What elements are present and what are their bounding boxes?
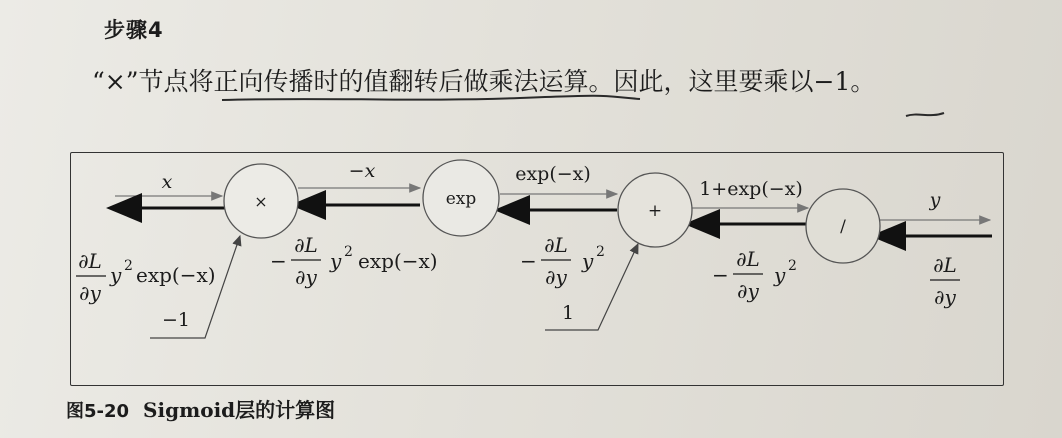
svg-text:∂y: ∂y <box>295 265 317 289</box>
add-node <box>618 173 692 247</box>
svg-text:exp(−x): exp(−x) <box>358 249 438 273</box>
svg-text:−: − <box>712 263 729 287</box>
svg-text:2: 2 <box>596 244 605 260</box>
svg-text:∂y: ∂y <box>79 281 101 305</box>
multiply-node <box>224 164 298 238</box>
divide-node <box>806 189 880 263</box>
svg-text:+: + <box>647 201 663 221</box>
forward-label-exp: exp(−x) <box>515 163 591 185</box>
backward-gradient-2 <box>270 233 438 289</box>
svg-text:−: − <box>520 249 537 273</box>
side-input-minus-one: −1 <box>161 309 191 331</box>
svg-text:∂L: ∂L <box>294 233 318 257</box>
exp-node <box>423 160 499 236</box>
svg-text:exp(−x): exp(−x) <box>136 263 216 287</box>
svg-text:∂L: ∂L <box>933 253 957 277</box>
forward-label-neg-x: −x <box>348 160 376 182</box>
svg-text:2: 2 <box>344 244 353 260</box>
backward-gradient-3 <box>520 233 605 289</box>
forward-label-y: y <box>929 189 941 211</box>
svg-text:∂y: ∂y <box>545 265 567 289</box>
figure-caption <box>66 394 335 423</box>
svg-text:y: y <box>110 263 122 287</box>
figure-number: 图5-20 <box>66 401 130 422</box>
backward-gradient-4 <box>712 247 797 303</box>
svg-text:∂y: ∂y <box>737 279 759 303</box>
svg-text:exp: exp <box>445 189 477 209</box>
forward-label-sum: 1+exp(−x) <box>699 178 803 200</box>
svg-text:y: y <box>330 249 342 273</box>
step-heading: 步骤4 <box>104 18 164 42</box>
svg-text:∂L: ∂L <box>544 233 568 257</box>
svg-text:2: 2 <box>788 258 797 274</box>
svg-text:/: / <box>840 217 846 237</box>
step-text-body: “×”节点将正向传播时的值翻转后做乘法运算。因此，这里要乘以 <box>92 67 814 96</box>
side-input-one: 1 <box>561 302 575 324</box>
step-text-value: −1 <box>813 67 851 96</box>
svg-text:×: × <box>254 192 268 211</box>
backward-gradient-5 <box>930 253 960 309</box>
svg-text:y: y <box>582 249 594 273</box>
svg-text:2: 2 <box>124 258 133 274</box>
backward-gradient-1 <box>76 249 216 305</box>
svg-text:−: − <box>270 249 287 273</box>
svg-text:∂L: ∂L <box>736 247 760 271</box>
svg-text:∂y: ∂y <box>934 285 956 309</box>
forward-label-x: x <box>161 171 173 193</box>
figure-title: Sigmoid层的计算图 <box>143 398 336 422</box>
step-text-end: 。 <box>850 67 876 96</box>
svg-text:∂L: ∂L <box>78 249 102 273</box>
svg-text:y: y <box>774 263 786 287</box>
